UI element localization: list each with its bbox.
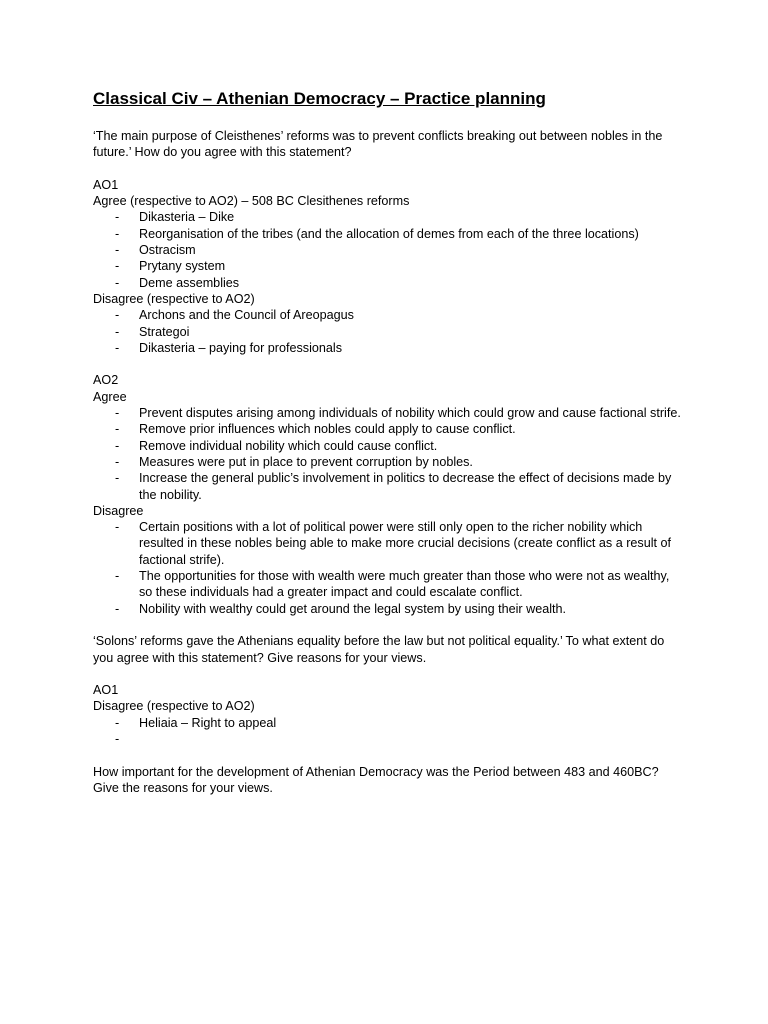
list-item [93,226,683,242]
list-item-text: Remove individual nobility which could cause conflict. [139,438,438,453]
list-item [93,470,683,503]
q1-ao2-heading: AO2 [93,373,119,388]
list-item-text: Measures were put in place to prevent corruption by nobles. [139,454,473,469]
list-item [93,454,683,470]
bullet-dash: - [115,471,120,486]
spacer [93,617,683,633]
spacer [93,356,683,372]
list-item-text: Heliaia – Right to appeal [139,715,277,730]
list-item-text: Deme assemblies [139,275,240,290]
list-item [93,421,683,437]
bullet-dash: - [115,243,120,258]
bullet-dash: - [115,569,120,584]
list-item [93,340,683,356]
bullet-dash: - [115,731,120,746]
list-item [93,519,683,568]
q1-ao1-heading: AO1 [93,177,119,192]
list-item [93,307,683,323]
list-item-text: Remove prior influences which nobles could apply to cause conflict. [139,422,516,437]
list-item-text: Increase the general public’s involvement in politics to decrease the effect of decisions made by the nobility. [139,471,672,502]
question-1-prompt: ‘The main purpose of Cleisthenes’ reforms was to prevent conflicts breaking out between nobles in the future.’ How do you agree with this statement? [93,129,663,160]
bullet-dash: - [115,340,120,355]
list-item [93,324,683,340]
list-item-empty [93,731,683,747]
page-title: Classical Civ – Athenian Democracy – Practice planning [93,89,546,108]
spacer [93,161,683,177]
list-item [93,242,683,258]
bullet-dash: - [115,422,120,437]
question-2-prompt: ‘Solons’ reforms gave the Athenians equality before the law but not political equality.’ To what extent do you agree with this statement? Give reasons for your views. [93,634,665,665]
bullet-dash: - [115,210,120,225]
list-item-text: Dikasteria – paying for professionals [139,340,343,355]
document-page [93,88,683,796]
bullet-dash: - [115,324,120,339]
list-item [93,715,683,731]
list-item-text: Ostracism [139,243,196,258]
bullet-dash: - [115,406,120,421]
bullet-dash: - [115,438,120,453]
list-item-text: Dikasteria – Dike [139,210,235,225]
list-item-text: Prevent disputes arising among individuals of nobility which could grow and cause factional strife. [139,406,681,421]
bullet-dash: - [115,308,120,323]
bullet-dash: - [115,601,120,616]
bullet-dash: - [115,715,120,730]
list-item-text: Certain positions with a lot of political power were still only open to the richer nobility which resulted in these nobles being able to make more crucial decisions (create conflict as a result of factional strife). [139,520,672,567]
list-item [93,438,683,454]
bullet-dash: - [115,259,120,274]
list-item [93,275,683,291]
q1-ao2-disagree-label: Disagree [93,503,144,518]
bullet-dash: - [115,226,120,241]
list-item [93,405,683,421]
list-item-text: Reorganisation of the tribes (and the allocation of demes from each of the three locations) [139,226,639,241]
q1-ao1-disagree-label: Disagree (respective to AO2) [93,291,255,306]
list-item-text [139,731,683,747]
list-item [93,568,683,601]
q1-ao1-agree-label: Agree (respective to AO2) – 508 BC Clesithenes reforms [93,194,410,209]
list-item [93,258,683,274]
q2-ao1-heading: AO1 [93,683,119,698]
list-item-text: Prytany system [139,259,226,274]
bullet-dash: - [115,454,120,469]
bullet-dash: - [115,520,120,535]
q2-ao1-disagree-label: Disagree (respective to AO2) [93,699,255,714]
spacer [93,666,683,682]
list-item [93,601,683,617]
list-item [93,209,683,225]
list-item-text: The opportunities for those with wealth were much greater than those who were not as wealthy, so these individuals had a greater impact and could escalate conflict. [139,569,670,600]
bullet-dash: - [115,275,120,290]
spacer [93,747,683,763]
question-3-prompt: How important for the development of Athenian Democracy was the Period between 483 and 460BC? Give the reasons for your views. [93,764,659,795]
list-item-text: Archons and the Council of Areopagus [139,308,354,323]
list-item-text: Strategoi [139,324,190,339]
list-item-text: Nobility with wealthy could get around the legal system by using their wealth. [139,601,567,616]
q1-ao2-agree-label: Agree [93,389,127,404]
